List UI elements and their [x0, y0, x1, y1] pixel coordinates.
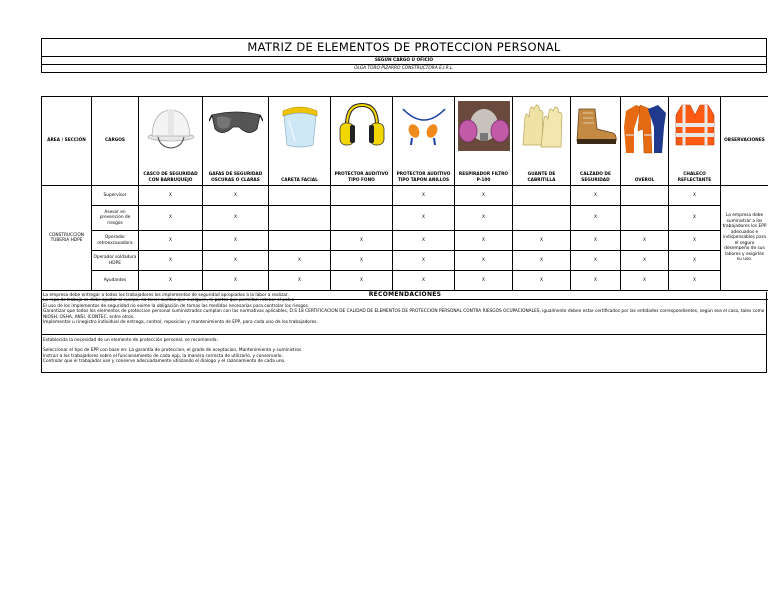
epp-image-cell: [669, 97, 721, 160]
mark-cell: X: [571, 251, 621, 271]
mark-cell: [513, 186, 571, 206]
mark-cell: X: [571, 206, 621, 231]
hard-hat-icon: [146, 101, 196, 151]
header-image-row: [42, 97, 768, 160]
epp-label-careta: CARETA FACIAL: [269, 159, 331, 186]
page-title: MATRIZ DE ELEMENTOS DE PROTECCION PERSONAL: [247, 40, 561, 54]
epp-matrix-table: [41, 96, 768, 300]
recomendacion-item: Garantizar que todos los elementos de proteccion personal suministrados cumplan con las normativas aplicables, D.S 18 CERTIFICACION DE CALIDAD DE ELEMENTOS DE PROTECCION PERSONAL CONTRA RIESGOS OCUPACIONALES, igualmente deben estar certificados por las entidades correspondientes, según sea el caso, tales como NIOSH, OSHA, ANSI, ICONTEC, entre otros.: [43, 309, 765, 320]
reflective-vest-icon: [672, 101, 718, 151]
company-name: OLGA TORO PIZARRO CONSTRUCTORA E.I.R.L.: [42, 64, 766, 73]
epp-label-gafas: GAFAS DE SEGURIDAD OSCURAS O CLARAS: [203, 159, 269, 186]
mark-cell: [269, 231, 331, 251]
mark-cell: X: [621, 271, 669, 291]
cargo-cell: Asesor en prevencion de riesgos: [92, 206, 139, 231]
mark-cell: X: [269, 271, 331, 291]
observaciones-header: OBSERVACIONES: [721, 97, 768, 186]
epp-label-calzado: CALZADO DE SEGURIDAD: [571, 159, 621, 186]
epp-label-guante: GUANTE DE CABRITILLA: [513, 159, 571, 186]
epp-image-cell: [455, 97, 513, 160]
mark-cell: [513, 206, 571, 231]
mark-cell: X: [139, 186, 203, 206]
mark-cell: X: [669, 251, 721, 271]
mark-cell: X: [571, 271, 621, 291]
mark-cell: [621, 186, 669, 206]
epp-image-cell: [393, 97, 455, 160]
epp-image-cell: [269, 97, 331, 160]
area-header: ÁREA / SECCIÓN: [42, 97, 92, 186]
mark-cell: X: [393, 251, 455, 271]
mark-cell: [269, 186, 331, 206]
recomendacion-item: Instruir a los trabajadores sobre el funcionamiento de cada epp, la manera correcta de utilizarlo, y conservarlo.: [43, 353, 283, 359]
recomendacion-item: Implementar u rinegistro individual de entrega, control, reposicion y mantenimiento de EPP, para cada uno de los trabajadores.: [43, 320, 318, 326]
mark-cell: X: [513, 251, 571, 271]
mark-cell: X: [669, 206, 721, 231]
mark-cell: X: [393, 271, 455, 291]
earplugs-icon: [398, 101, 450, 151]
mark-cell: X: [139, 231, 203, 251]
cargo-cell: Operador soldadura HDPE: [92, 251, 139, 271]
cargos-header: CARGOS: [92, 97, 139, 186]
mark-cell: X: [139, 251, 203, 271]
observaciones-cell: La empresa debe suministrar a los trabajadores los EPP adecuados e indispensables para el seguro desempeño de sus labores y exigirles su uso.: [721, 186, 768, 291]
face-shield-icon: [275, 101, 325, 151]
mark-cell: [331, 186, 393, 206]
recomendacion-item: Seleccionar el tipo de EPP con base en: La garantía de proteccion, el grado de aceptacion, Mantenimiento y suministros.: [43, 348, 303, 354]
page-subtitle: SEGÚN CARGO U OFICIO: [42, 56, 766, 64]
epp-image-cell: [621, 97, 669, 160]
header-block: [41, 38, 767, 73]
table-row: [42, 186, 768, 206]
epp-label-chaleco: CHALECO REFLECTANTE: [669, 159, 721, 186]
mark-cell: X: [393, 231, 455, 251]
mark-cell: X: [669, 231, 721, 251]
epp-label-overol: OVEROL: [621, 159, 669, 186]
mark-cell: X: [621, 231, 669, 251]
mark-cell: X: [571, 186, 621, 206]
table-row: [42, 251, 768, 271]
mark-cell: X: [331, 231, 393, 251]
mark-cell: X: [455, 231, 513, 251]
table-row: [42, 206, 768, 231]
mark-cell: X: [139, 206, 203, 231]
mark-cell: X: [139, 271, 203, 291]
mark-cell: X: [203, 251, 269, 271]
mark-cell: X: [331, 271, 393, 291]
mark-cell: X: [393, 186, 455, 206]
safety-glasses-icon: [209, 101, 263, 151]
recomendacion-item: El uso de los implementos de seguridad no exime la obligación de tomas las medidas necesarias para controlar los riesgos.: [43, 303, 310, 309]
respirator-icon: [458, 101, 510, 151]
mark-cell: X: [513, 231, 571, 251]
recomendacion-intro: Establecida la necesidad de un elemento de protección personal, se recomienda:: [43, 338, 218, 343]
epp-image-cell: [331, 97, 393, 160]
mark-cell: X: [669, 186, 721, 206]
cargo-cell: Supervisor: [92, 186, 139, 206]
mark-cell: X: [571, 231, 621, 251]
mark-cell: X: [269, 251, 331, 271]
epp-image-cell: [203, 97, 269, 160]
mark-cell: X: [455, 206, 513, 231]
table-row: [42, 231, 768, 251]
epp-label-tapon: PROTECTOR AUDITIVO TIPO TAPON ANILLOS: [393, 159, 455, 186]
cargo-cell: Operador retroexcavadora: [92, 231, 139, 251]
mark-cell: X: [203, 186, 269, 206]
mark-cell: X: [203, 231, 269, 251]
epp-label-fono: PROTECTOR AUDITIVO TIPO FONO: [331, 159, 393, 186]
recomendacion-item: Controlar que el trabajador use y conserve adecuadamente utilizando el dialogo y el razonamiento de cada uno.: [43, 359, 286, 365]
cargo-cell: Ayudantes: [92, 271, 139, 291]
mark-cell: X: [455, 251, 513, 271]
recomendaciones-block: [41, 292, 767, 335]
table-row: [42, 271, 768, 291]
epp-image-cell: [139, 97, 203, 160]
area-cell: CONSTRUCCION TUBERIA HDPE: [42, 186, 92, 291]
mark-cell: [621, 206, 669, 231]
mark-cell: X: [203, 271, 269, 291]
mark-cell: [269, 206, 331, 231]
recomendaciones-block-2: [41, 335, 767, 373]
epp-image-cell: [571, 97, 621, 160]
mark-cell: X: [455, 271, 513, 291]
mark-cell: [331, 206, 393, 231]
mark-cell: X: [513, 271, 571, 291]
mark-cell: X: [621, 251, 669, 271]
epp-label-respirador: RESPIRADOR FILTRO P-100: [455, 159, 513, 186]
mark-cell: X: [393, 206, 455, 231]
earmuffs-icon: [337, 101, 387, 151]
coverall-icon: [622, 101, 668, 155]
recomendacion-item: La ropa de trabajo se debe ajustar al cuerpo, no tener sueltas que cuelguen, ni partes que permitan retener el polvo: [43, 298, 295, 304]
mark-cell: X: [455, 186, 513, 206]
epp-image-cell: [513, 97, 571, 160]
recomendaciones-title: RECOMENDACIONES: [42, 291, 768, 300]
title-box: [41, 38, 767, 73]
safety-boots-icon: [573, 101, 619, 151]
header-label-row: [42, 159, 768, 186]
mark-cell: X: [669, 271, 721, 291]
epp-label-casco: CASCO DE SEGURIDAD CON BARBUQUEJO: [139, 159, 203, 186]
mark-cell: X: [203, 206, 269, 231]
recomendacion-item: La empresa debe entregar a todos los trabajadores los implementos de seguridad apropiados a la labor a realizar.: [43, 293, 289, 298]
gloves-icon: [517, 101, 567, 151]
mark-cell: X: [331, 251, 393, 271]
